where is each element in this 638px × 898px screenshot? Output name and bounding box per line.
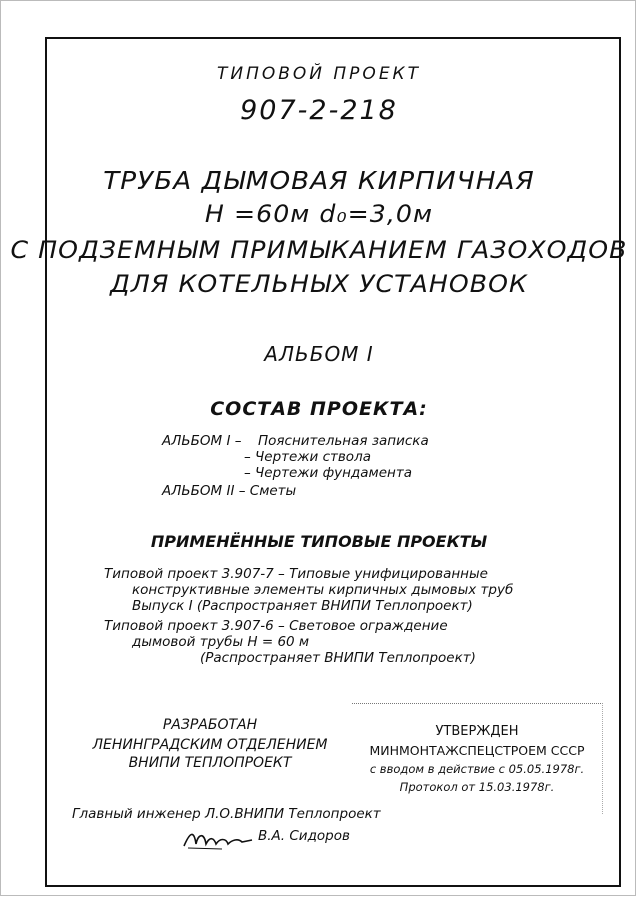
title-line-3: С ПОДЗЕМНЫМ ПРИМЫКАНИЕМ ГАЗОХОДОВ: [10, 236, 628, 264]
album1-label: АЛЬБОМ I –: [162, 433, 242, 449]
applied-project-2-line-1: Типовой проект 3.907-6 – Световое ограждение: [104, 618, 448, 634]
signature-position: Главный инженер Л.О.ВНИПИ Теплопроект: [72, 806, 381, 822]
approval-stamp-box: [352, 703, 603, 814]
signature-name: В.А. Сидоров: [258, 828, 350, 844]
approved-line-4: Протокол от 15.03.1978г.: [399, 780, 555, 794]
applied-project-2-line-3: (Распространяет ВНИПИ Теплопроект): [200, 650, 476, 666]
applied-projects-heading: ПРИМЕНЁННЫЕ ТИПОВЫЕ ПРОЕКТЫ: [150, 532, 488, 551]
developed-line-3: ВНИПИ ТЕПЛОПРОЕКТ: [128, 755, 292, 771]
project-type-label: ТИПОВОЙ ПРОЕКТ: [216, 64, 422, 84]
album1-item-note: Пояснительная записка: [258, 433, 429, 449]
applied-project-1-line-3: Выпуск I (Распространяет ВНИПИ Теплопроект): [132, 598, 473, 614]
album2-line: АЛЬБОМ II – Сметы: [162, 483, 297, 499]
album1-item-foundation: – Чертежи фундамента: [244, 465, 412, 481]
approved-line-3: с вводом в действие с 05.05.1978г.: [369, 762, 585, 776]
applied-project-1-line-1: Типовой проект 3.907-7 – Типовые унифицированные: [104, 566, 488, 582]
approved-line-2: МИНМОНТАЖСПЕЦСТРОЕМ СССР: [369, 743, 585, 758]
developed-line-1: РАЗРАБОТАН: [162, 717, 258, 733]
album-label: АЛЬБОМ I: [264, 342, 374, 366]
title-line-2: Н =60м d₀=3,0м: [204, 200, 434, 228]
project-number: 907-2-218: [240, 95, 398, 126]
applied-project-1-line-2: конструктивные элементы кирпичных дымовых труб: [132, 582, 514, 598]
album1-item-shaft: – Чертежи ствола: [244, 449, 371, 465]
applied-project-2-line-2: дымовой трубы Н = 60 м: [132, 634, 310, 650]
title-line-4: ДЛЯ КОТЕЛЬНЫХ УСТАНОВОК: [110, 270, 528, 298]
handwritten-signature: [182, 826, 254, 852]
composition-heading: СОСТАВ ПРОЕКТА:: [210, 398, 428, 420]
developed-line-2: ЛЕНИНГРАДСКИМ ОТДЕЛЕНИЕМ: [92, 737, 328, 753]
approved-line-1: УТВЕРЖДЕН: [435, 724, 519, 739]
title-line-1: ТРУБА ДЫМОВАЯ КИРПИЧНАЯ: [103, 166, 535, 195]
